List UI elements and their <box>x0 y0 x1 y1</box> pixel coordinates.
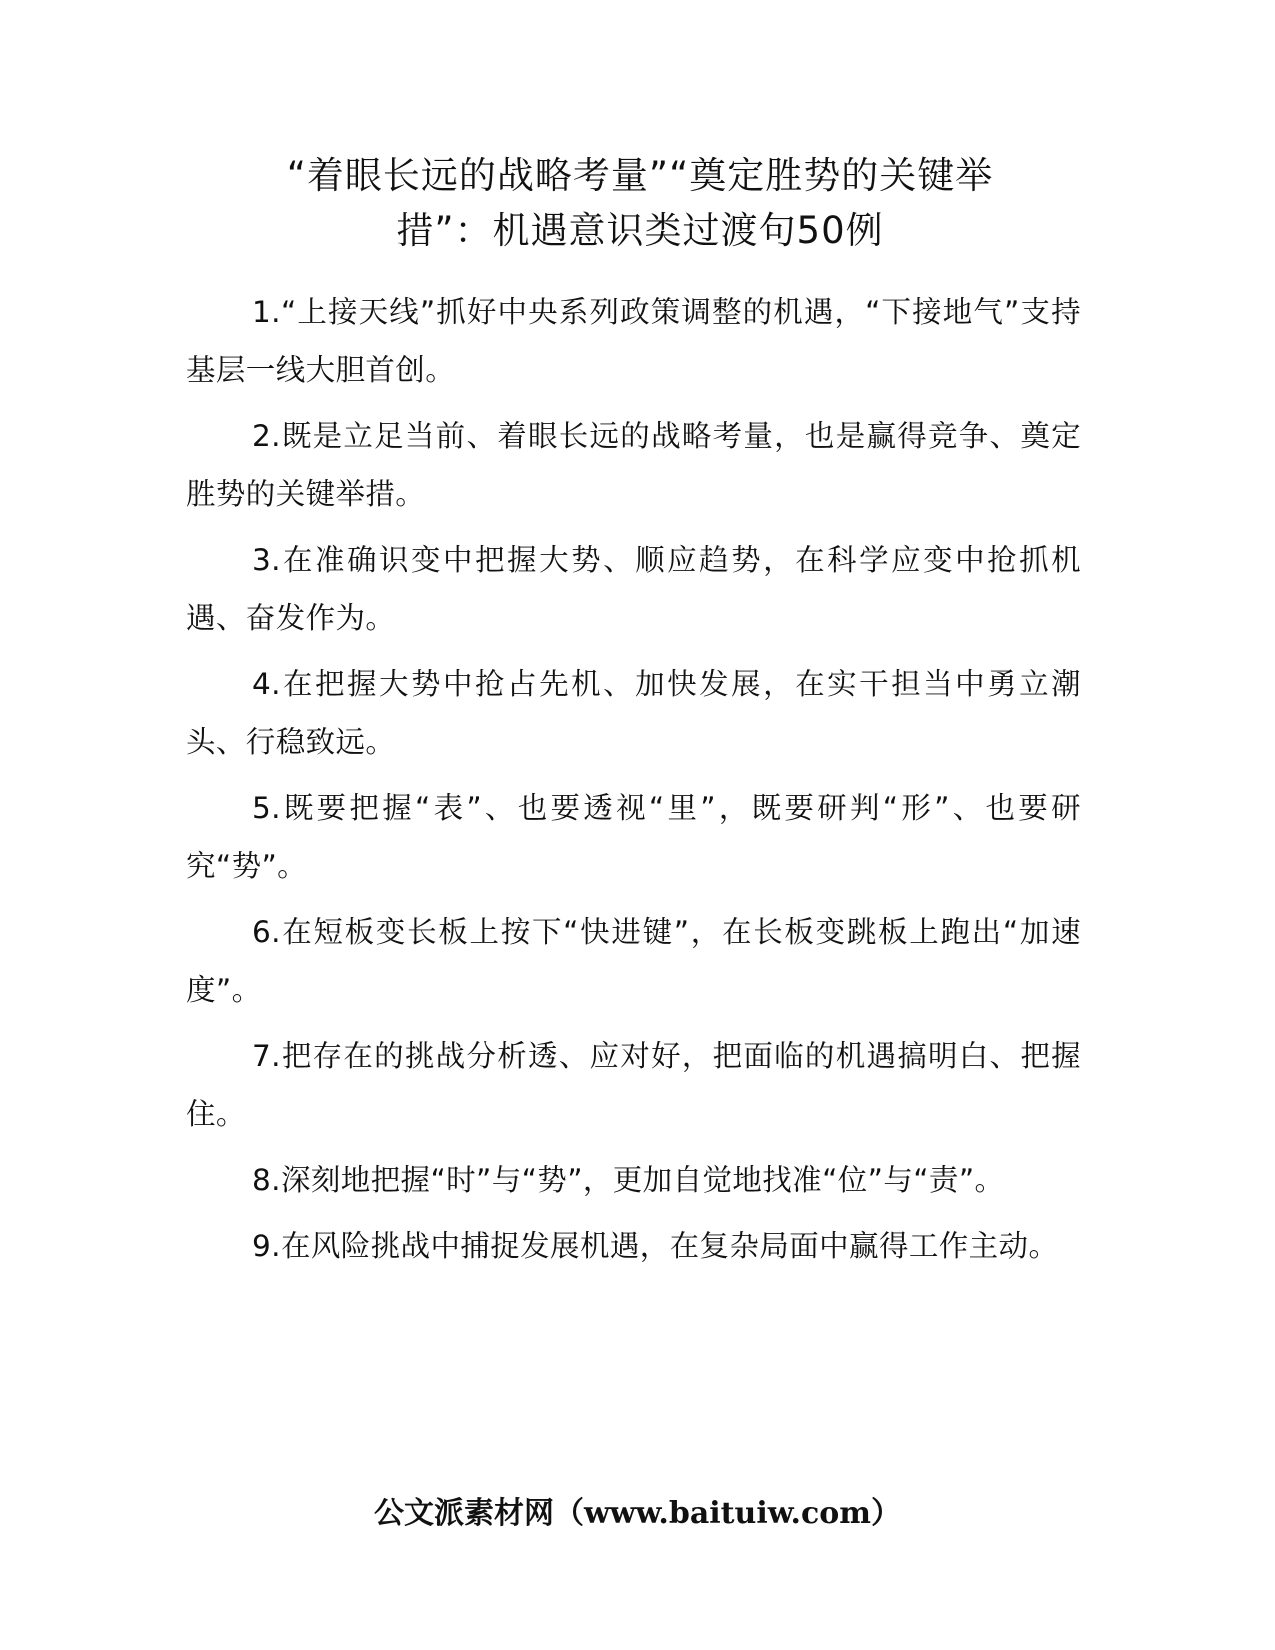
list-item: 6.在短板变长板上按下“快进键”，在长板变跳板上跑出“加速度”。 <box>186 915 1081 1007</box>
document-title <box>200 148 1080 258</box>
list-item: 8.深刻地把握“时”与“势”，更加自觉地找准“位”与“责”。 <box>252 1163 1005 1197</box>
list-item: 1.“上接天线”抓好中央系列政策调整的机遇，“下接地气”支持基层一线大胆首创。 <box>186 295 1081 387</box>
transition-sentence-list <box>186 283 1081 1283</box>
page-footer: 公文派素材网（www.baituiw.com） <box>373 1496 902 1531</box>
list-item: 5.既要把握“表”、也要透视“里”，既要研判“形”、也要研究“势”。 <box>186 791 1081 883</box>
title-line-1: “着眼长远的战略考量”“奠定胜势的关键举 <box>286 154 994 197</box>
list-item: 4.在把握大势中抢占先机、加快发展，在实干担当中勇立潮头、行稳致远。 <box>186 667 1081 759</box>
list-item: 3.在准确识变中把握大势、顺应趋势，在科学应变中抢抓机遇、奋发作为。 <box>186 543 1081 635</box>
list-item: 9.在风险挑战中捕捉发展机遇，在复杂局面中赢得工作主动。 <box>252 1229 1059 1263</box>
list-item: 7.把存在的挑战分析透、应对好，把面临的机遇搞明白、把握住。 <box>186 1039 1081 1131</box>
title-line-2: 措”：机遇意识类过渡句50例 <box>396 209 884 252</box>
list-item: 2.既是立足当前、着眼长远的战略考量，也是赢得竞争、奠定胜势的关键举措。 <box>186 419 1081 511</box>
